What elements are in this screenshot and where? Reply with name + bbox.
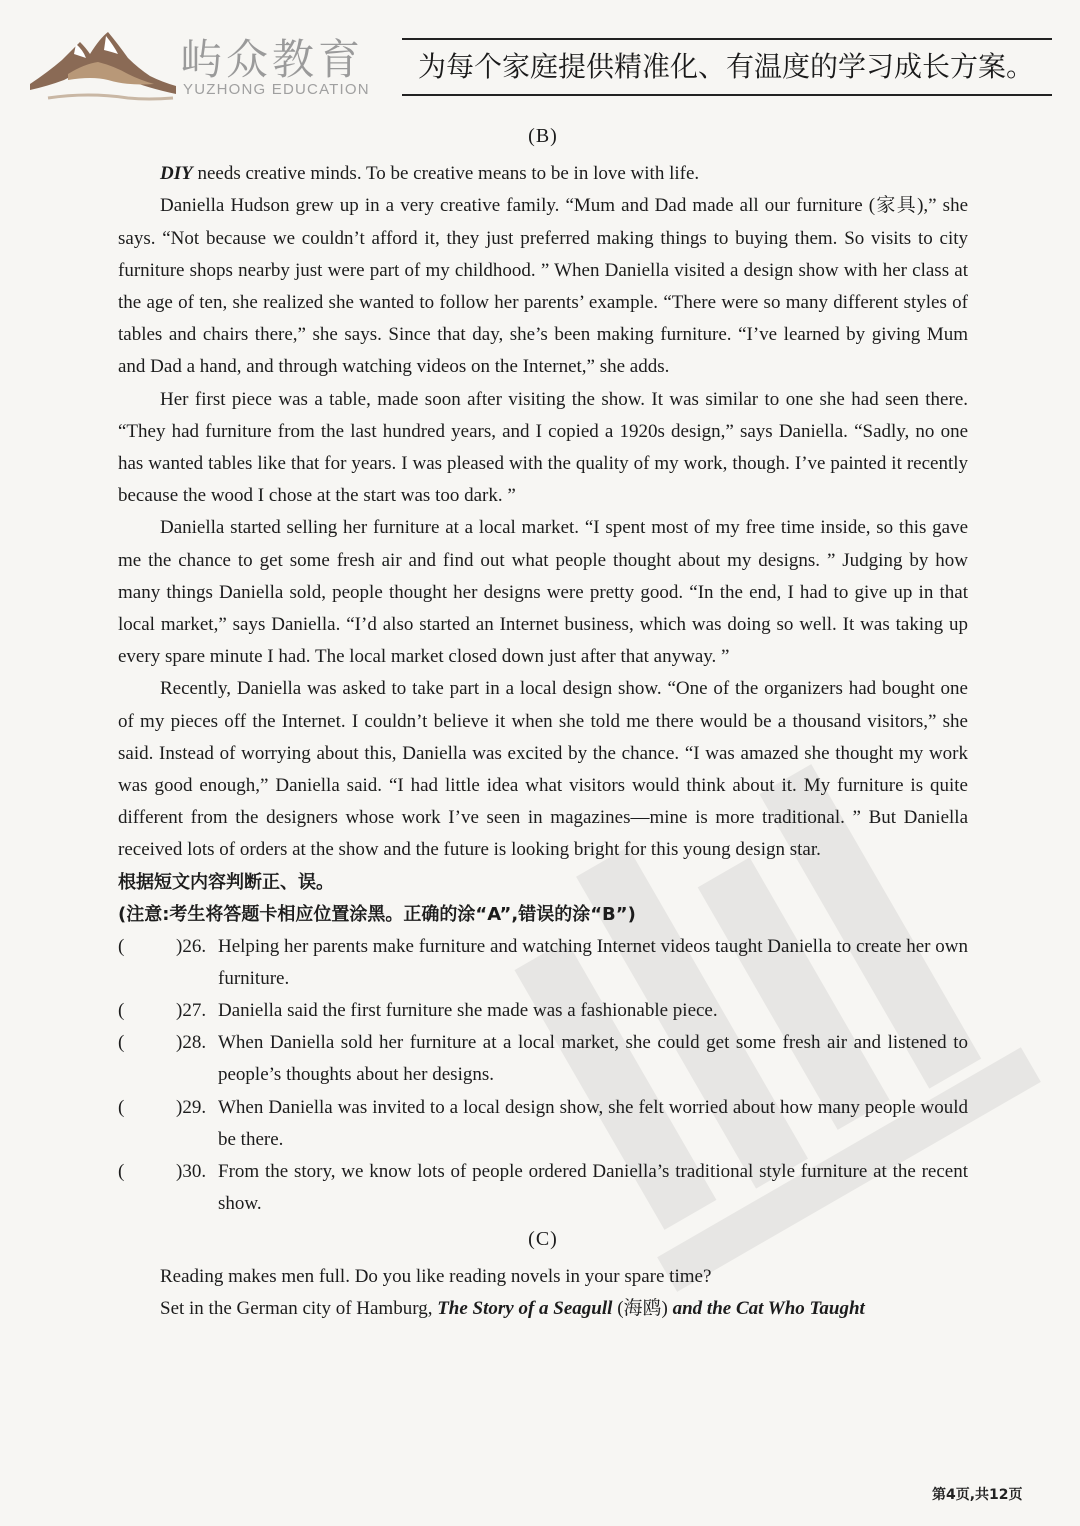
- answer-blank[interactable]: (: [118, 1161, 125, 1183]
- paragraph-text: (海鸥): [612, 1297, 673, 1319]
- question-number: )28.: [176, 1032, 207, 1054]
- question-item: [118, 1156, 968, 1220]
- brand-name-english: YUZHONG EDUCATION: [183, 81, 370, 98]
- question-item: [118, 931, 968, 995]
- question-text: Daniella said the first furniture she made was a fashionable piece.: [218, 1000, 718, 1022]
- paragraph: Reading makes men full. Do you like reading novels in your spare time?: [160, 1265, 712, 1287]
- question-number: )30.: [176, 1161, 207, 1183]
- instruction-note: (注意:考生将答题卡相应位置涂黑。正确的涂“A”,错误的涂“B”): [118, 903, 636, 925]
- paragraph: Daniella started selling her furniture at a local market. “I spent most of my free time inside, so this gave me the chance to get some fresh air and find out what people thought about my designs. ” Judging by how many things Daniella sold, people thought her designs were pretty good. “In the end, I had to give up in that local market,” says Daniella. “I’d also started an Internet business, which was doing so well. It was taking up every spare minute I had. The local market closed down just after that anyway. ”: [118, 517, 968, 668]
- paragraph-text: needs creative minds. To be creative means to be in love with life.: [192, 163, 700, 185]
- slogan-divider-bottom: [402, 94, 1052, 96]
- answer-blank[interactable]: (: [118, 1032, 125, 1054]
- header: [0, 0, 1080, 110]
- slogan: 为每个家庭提供精准化、有温度的学习成长方案。: [418, 50, 1035, 83]
- answer-blank[interactable]: (: [118, 1096, 125, 1118]
- question-text: From the story, we know lots of people ordered Daniella’s traditional style furniture at the recent show.: [218, 1161, 968, 1215]
- question-item: [118, 1092, 968, 1156]
- instruction: 根据短文内容判断正、误。: [118, 871, 334, 893]
- question-number: )27.: [176, 1000, 207, 1022]
- question-item: [118, 995, 968, 1027]
- paragraph: [118, 1293, 968, 1325]
- mountain-logo-icon: [28, 28, 178, 104]
- book-title: The Story of a Seagull: [437, 1297, 613, 1319]
- page-number: 第4页,共12页: [932, 1487, 1023, 1503]
- question-item: [118, 1027, 968, 1091]
- question-text: When Daniella was invited to a local design show, she felt worried about how many people would be there.: [218, 1096, 968, 1150]
- main-content: [118, 120, 968, 1325]
- section-c-title: (C): [528, 1227, 558, 1250]
- slogan-divider-top: [402, 38, 1052, 40]
- answer-blank[interactable]: (: [118, 935, 125, 957]
- book-title-continued: and the Cat Who Taught: [672, 1297, 865, 1319]
- paragraph: Her first piece was a table, made soon after visiting the show. It was similar to one she had seen there. “They had furniture from the last hundred years, and I copied a 1920s design,” says Daniella. “Sadly, no one has wanted tables like that for years. I was pleased with the quality of my work, though. I’ve painted it recently because the wood I chose at the start was too dark. ”: [118, 388, 968, 507]
- question-number: )29.: [176, 1096, 207, 1118]
- paragraph-text: Set in the German city of Hamburg,: [160, 1297, 438, 1319]
- answer-blank[interactable]: (: [118, 1000, 125, 1022]
- question-number: )26.: [176, 935, 207, 957]
- question-text: Helping her parents make furniture and watching Internet videos taught Daniella to create her own furniture.: [218, 935, 968, 989]
- question-text: When Daniella sold her furniture at a local market, she could get some fresh air and listened to people’s thoughts about her designs.: [218, 1032, 968, 1086]
- section-b-title: (B): [528, 125, 558, 147]
- paragraph: Recently, Daniella was asked to take part in a local design show. “One of the organizers had bought one of my pieces off the Internet. I couldn’t believe it when she told me there would be a thousand visitors,” she said. Instead of worrying about this, Daniella was excited by the chance. “I was amazed she thought my work was good enough,” Daniella said. “I had little idea what visitors would think about it. My furniture is quite different from the designers whose work I’ve seen in magazines—mine is more traditional. ” But Daniella received lots of orders at the show and the future is looking bright for this young design star.: [118, 678, 968, 861]
- paragraph: [118, 158, 968, 190]
- diy-emphasis: DIY: [160, 163, 193, 185]
- paragraph: Daniella Hudson grew up in a very creative family. “Mum and Dad made all our furniture (家具),” she says. “Not because we couldn’t afford it, they just preferred making things to buying them. So visits to city furniture shops nearby just were part of my childhood. ” When Daniella visited a design show with her class at the age of ten, she realized she wanted to follow her parents’ example. “There were so many different styles of tables and chairs there,” she says. Since that day, she’s been making furniture. “I’ve learned by giving Mum and Dad a hand, and through watching videos on the Internet,” she adds.: [118, 195, 968, 378]
- brand-name: 屿众教育: [180, 35, 365, 84]
